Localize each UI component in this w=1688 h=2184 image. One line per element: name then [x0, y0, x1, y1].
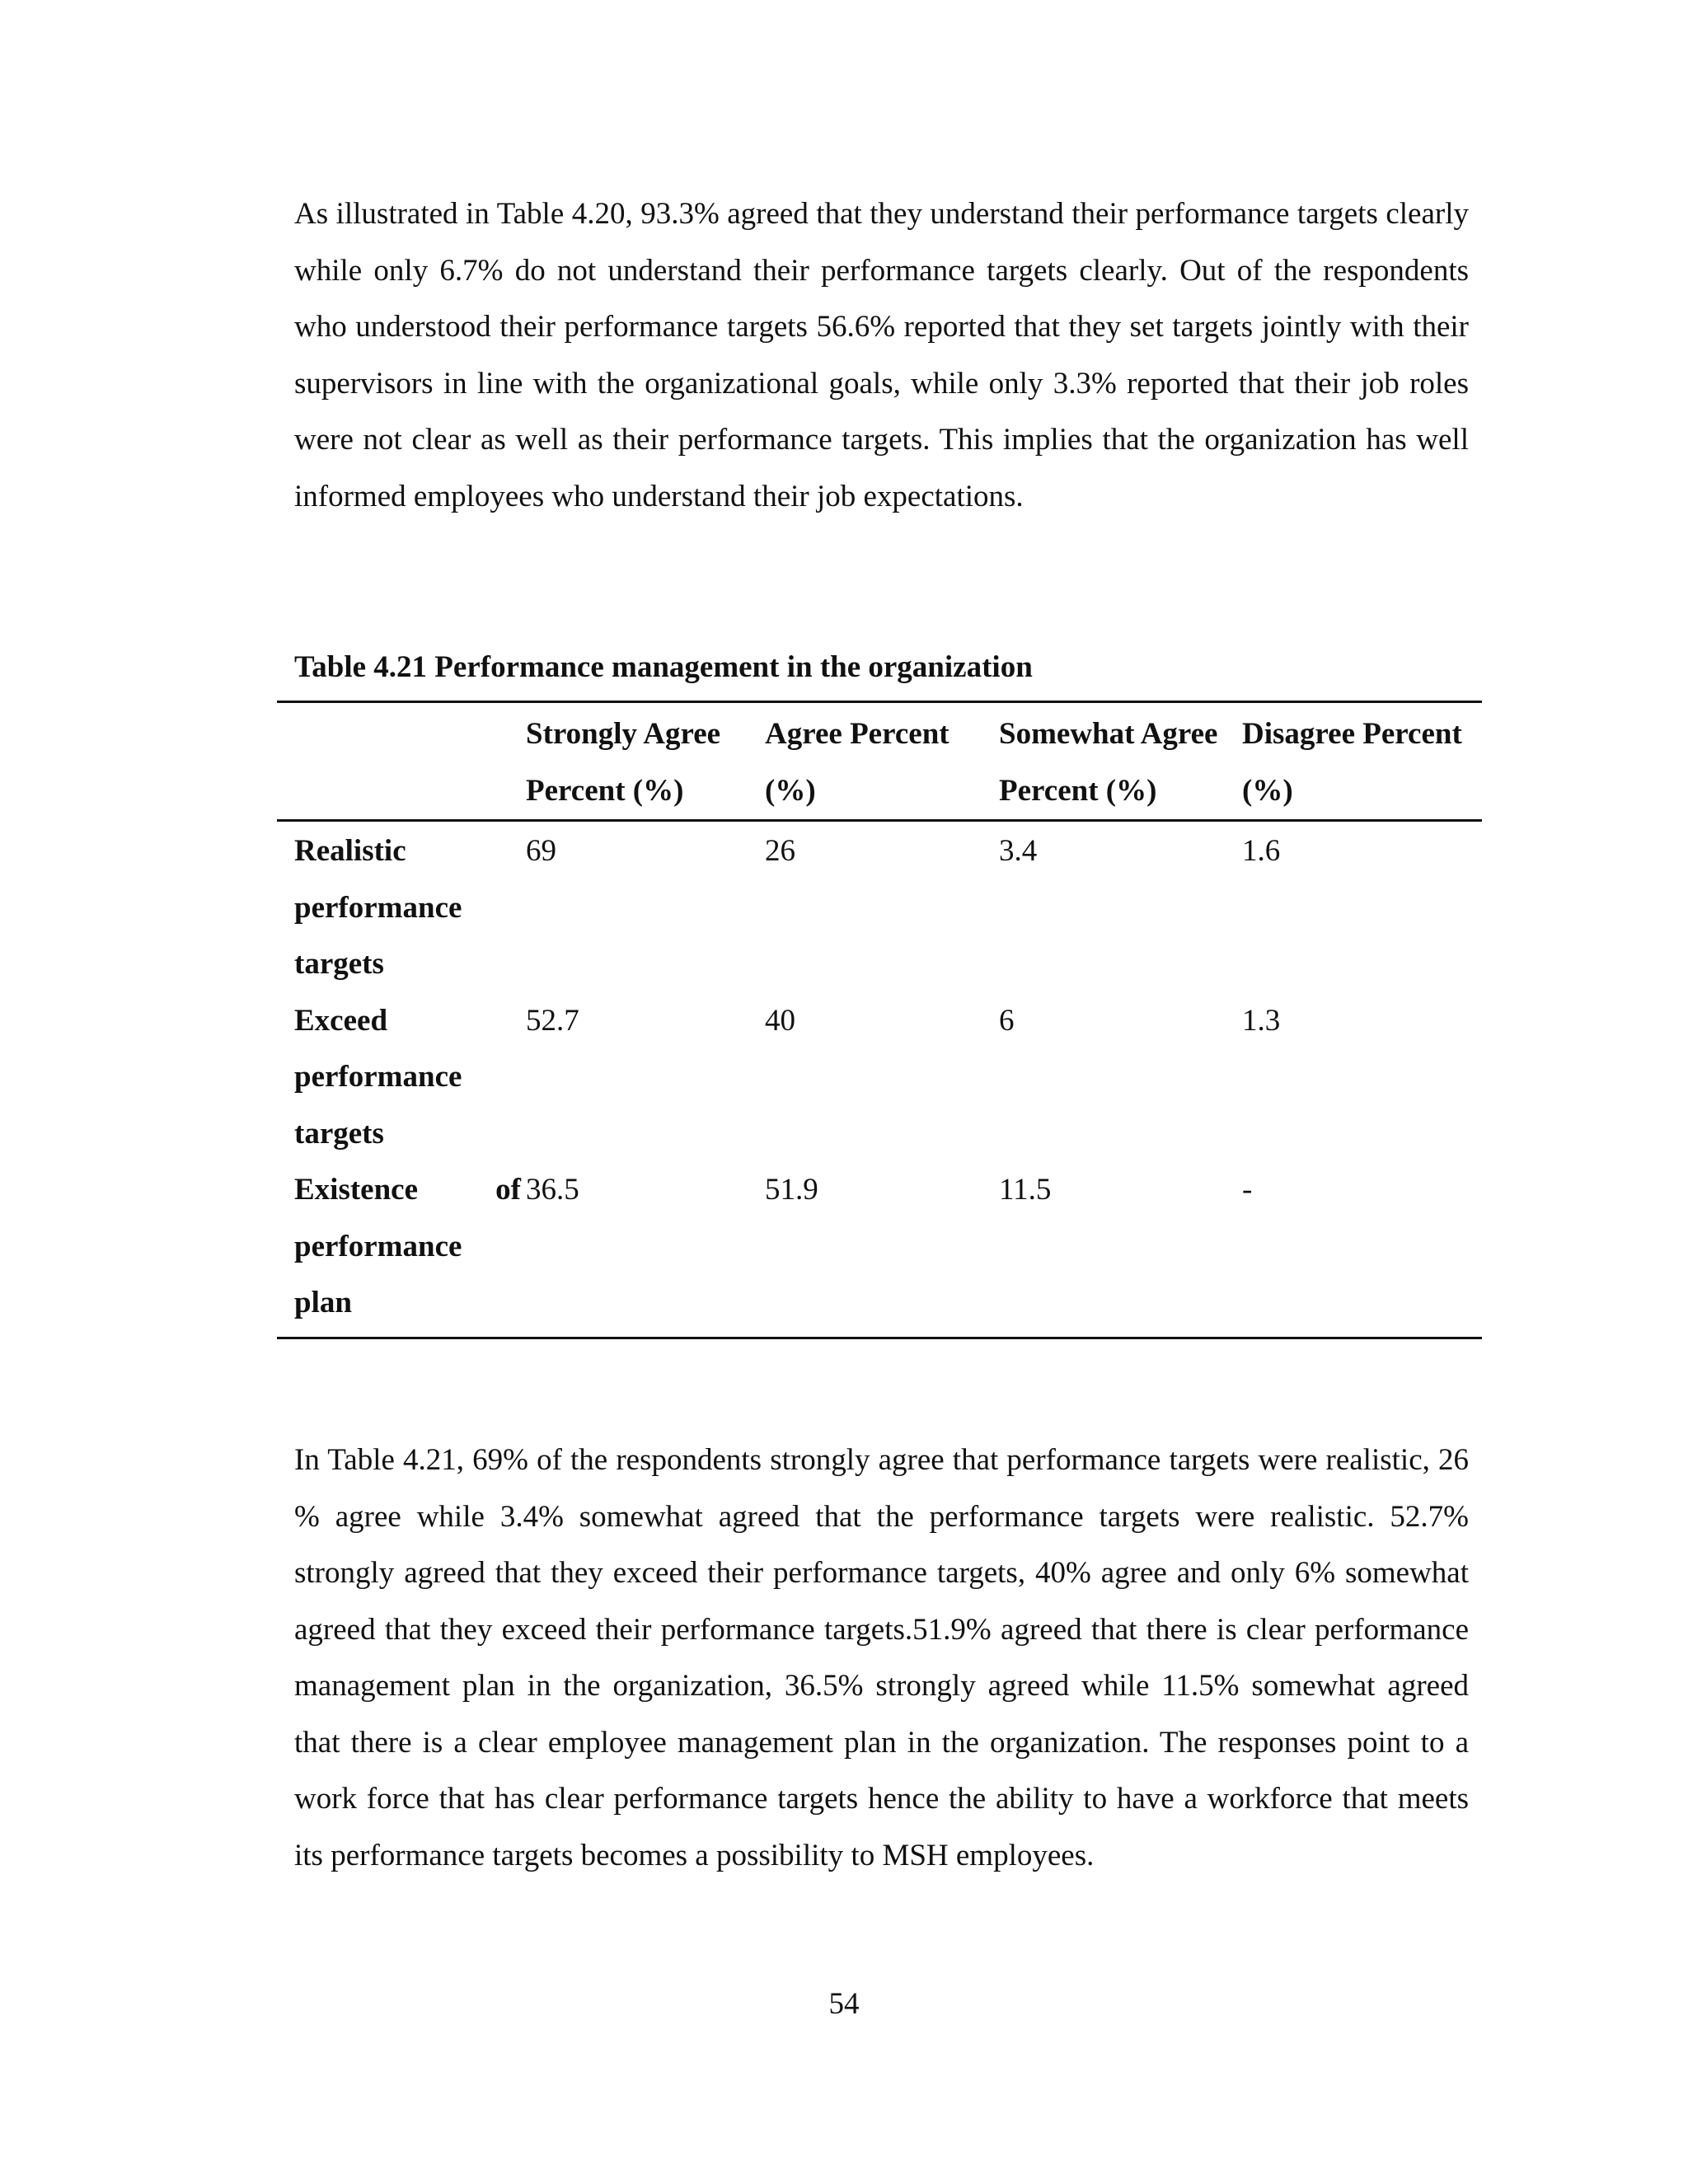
intro-paragraph: As illustrated in Table 4.20, 93.3% agreed that they understand their performance targets clearly while only 6.7% do not understand their performance targets clearly. Out of the respondents who understood their performance targets 56.6% reported that they set targets jointly with their supervisors in line with the organizational goals, while only 3.3% reported that their job roles were not clear as well as their performance targets. This implies that the organization has well informed employees who understand their job expectations.	[294, 197, 1469, 513]
header-cell-disagree: Disagree Percent (%)	[1242, 717, 1462, 808]
row-label: Existence of performance plan	[294, 1173, 521, 1319]
table-row	[277, 993, 1482, 1163]
table-caption: Table 4.21 Performance management in the organization	[294, 650, 1033, 684]
analysis-paragraph: In Table 4.21, 69% of the respondents strongly agree that performance targets were realistic, 26 % agree while 3.4% somewhat agreed that the performance targets were realistic. 52.7% strongly agreed that they exceed their performance targets, 40% agree and only 6% somewhat agreed that they exceed their performance targets.51.9% agreed that there is clear performance management plan in the organization, 36.5% strongly agreed while 11.5% somewhat agreed that there is a clear employee management plan in the organization. The responses point to a work force that has clear performance targets hence the ability to have a workforce that meets its performance targets becomes a possibility to MSH employees.	[294, 1443, 1469, 1872]
header-cell-agree: Agree Percent (%)	[765, 717, 950, 808]
table-row	[277, 1162, 1482, 1338]
table-cell: 11.5	[999, 1173, 1052, 1207]
table-cell: 51.9	[765, 1173, 818, 1207]
page-number: 54	[828, 1987, 860, 2021]
table-cell: 40	[765, 1003, 795, 1038]
table-cell: 6	[999, 1003, 1015, 1038]
table-cell: 1.3	[1242, 1003, 1281, 1038]
table-row	[277, 821, 1482, 993]
table-cell: 69	[526, 834, 556, 868]
table-cell: -	[1242, 1173, 1253, 1207]
table-cell: 1.6	[1242, 834, 1281, 868]
header-cell-strongly-agree: Strongly Agree Percent (%)	[526, 717, 721, 808]
table-cell: 52.7	[526, 1003, 579, 1038]
header-cell-somewhat-agree: Somewhat Agree Percent (%)	[999, 717, 1218, 808]
performance-table	[277, 701, 1482, 1339]
row-label: Realistic performance targets	[294, 834, 462, 981]
row-label: Exceed performance targets	[294, 1003, 462, 1151]
header-cell-blank	[277, 702, 526, 821]
table-cell: 36.5	[526, 1173, 579, 1207]
table-cell: 26	[765, 834, 795, 868]
table-header-row	[277, 702, 1482, 821]
table-cell: 3.4	[999, 834, 1038, 868]
